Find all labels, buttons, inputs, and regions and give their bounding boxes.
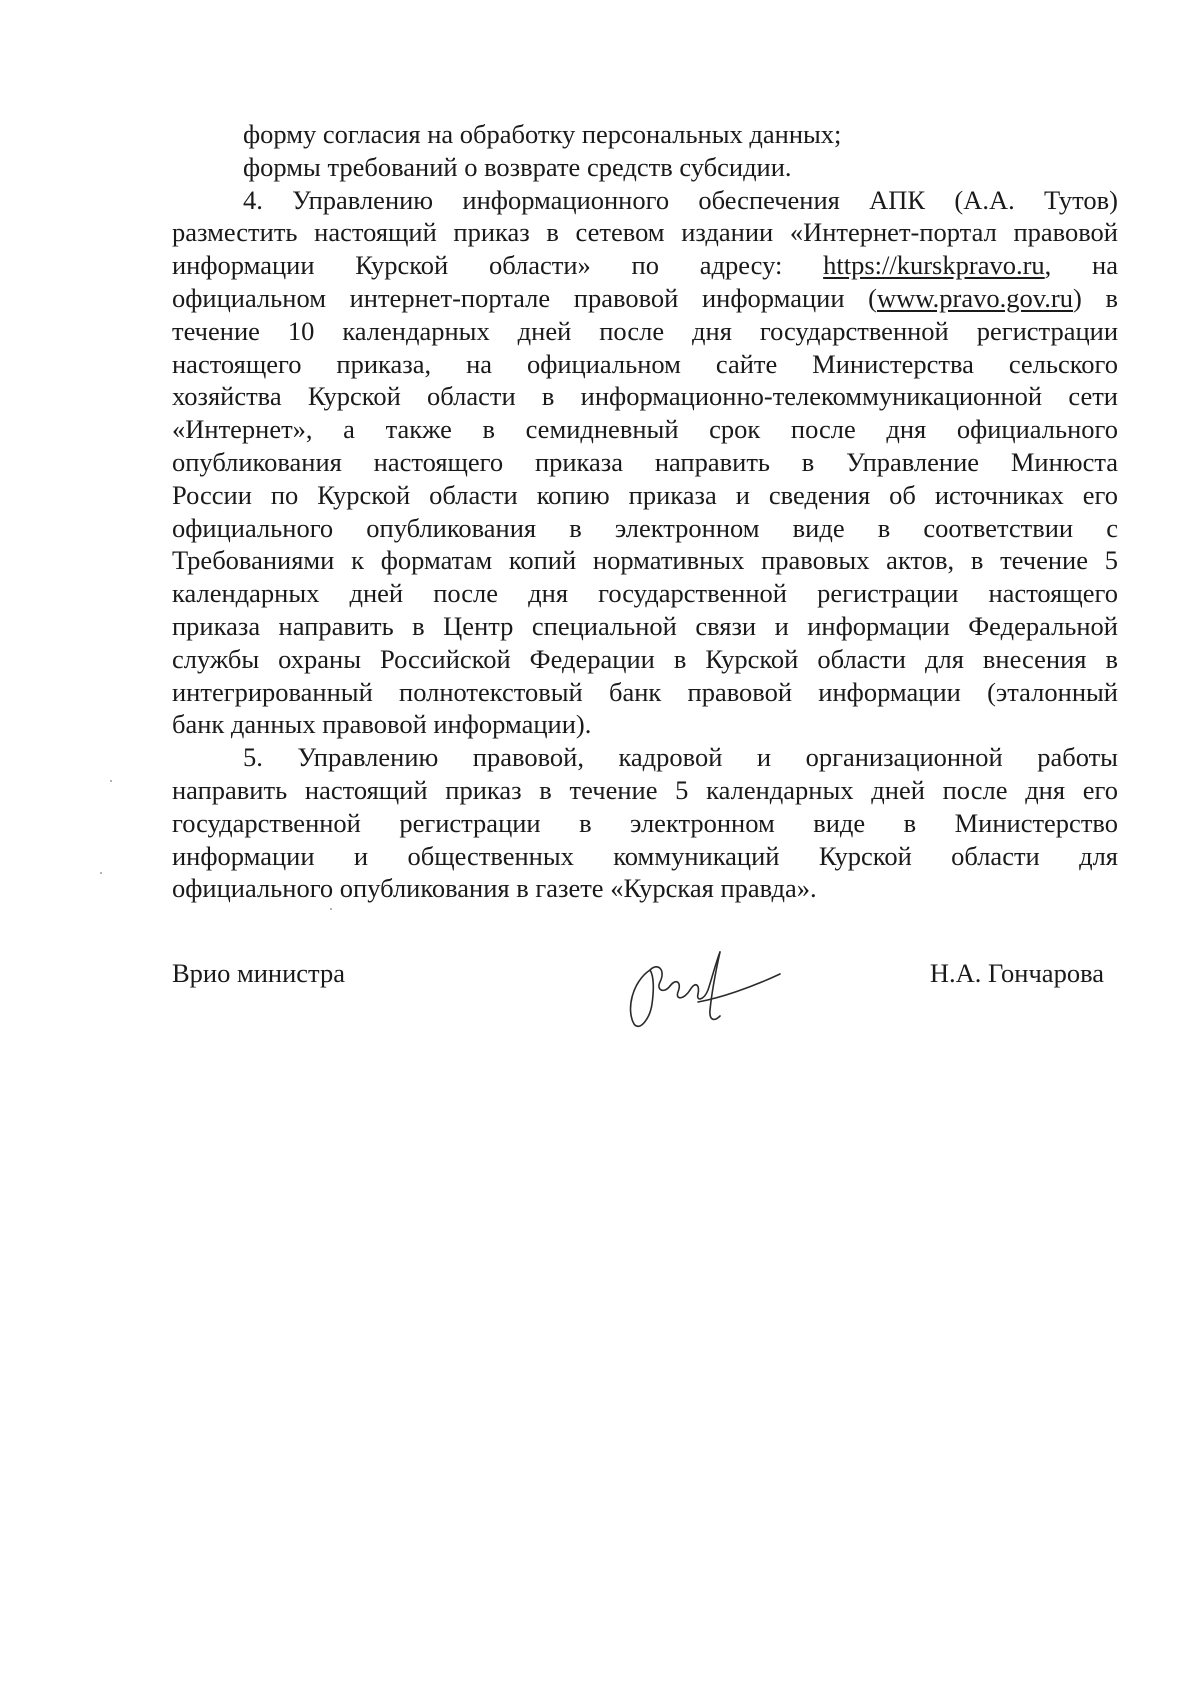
text-fragment: информации Курской области» по адресу: xyxy=(172,250,783,281)
text-fragment: ) в xyxy=(1073,282,1118,313)
text-line: государственной регистрации в электронном виде в Министерство xyxy=(172,807,1118,838)
text-line: течение 10 календарных дней после дня государственной регистрации xyxy=(172,315,1118,346)
kurskpravo-link[interactable]: https://kurskpravo.ru xyxy=(823,250,1045,281)
paragraph-4-start: 4. Управлению информационного обеспечения АПК (А.А. Тутов) xyxy=(243,184,1118,215)
text-fragment: , на xyxy=(1044,250,1119,281)
pravo-gov-link[interactable]: www.pravo.gov.ru xyxy=(876,282,1073,313)
text-line: форму согласия на обработку персональных данных; xyxy=(243,119,842,149)
text-line: информации и общественных коммуникаций Курской области для xyxy=(172,840,1118,871)
text-fragment: официальном интернет-портале правовой информации ( xyxy=(172,282,877,313)
signatory-name: Н.А. Гончарова xyxy=(929,958,1104,988)
text-line: формы требований о возврате средств субсидии. xyxy=(243,151,792,182)
paragraph-5-start: 5. Управлению правовой, кадровой и организационной работы xyxy=(243,742,1118,773)
text-line: календарных дней после дня государственной регистрации настоящего xyxy=(172,578,1118,609)
text-line: опубликования настоящего приказа направить в Управление Минюста xyxy=(172,446,1118,477)
text-line: официального опубликования в газете «Курская правда». xyxy=(172,873,817,904)
text-line: «Интернет», а также в семидневный срок после дня официального xyxy=(172,414,1118,445)
text-line: Требованиями к форматам копий нормативных правовых актов, в течение 5 xyxy=(172,545,1118,576)
signature-block xyxy=(172,950,1118,1030)
scan-speck xyxy=(110,780,112,782)
text-line: России по Курской области копию приказа и сведения об источниках его xyxy=(172,479,1118,510)
handwritten-signature-icon xyxy=(620,940,790,1040)
text-line: приказа направить в Центр специальной связи и информации Федеральной xyxy=(172,610,1118,641)
scan-speck xyxy=(330,908,332,910)
text-line: направить настоящий приказ в течение 5 календарных дней после дня его xyxy=(172,774,1118,805)
text-line: настоящего приказа, на официальном сайте Министерства сельского xyxy=(172,348,1118,379)
text-line: службы охраны Российской Федерации в Курской области для внесения в xyxy=(172,643,1118,674)
text-line: интегрированный полнотекстовый банк правовой информации (эталонный xyxy=(172,676,1118,707)
text-line-with-link xyxy=(172,249,1118,282)
signatory-title: Врио министра xyxy=(172,958,345,988)
text-line: официального опубликования в электронном виде в соответствии с xyxy=(172,512,1118,543)
document-body xyxy=(172,118,1118,905)
scan-speck xyxy=(100,872,102,874)
text-line: хозяйства Курской области в информационно-телекоммуникационной сети xyxy=(172,381,1118,412)
text-line: банк данных правовой информации). xyxy=(172,709,592,740)
text-line-with-link xyxy=(172,282,1118,315)
text-line: разместить настоящий приказ в сетевом издании «Интернет-портал правовой xyxy=(172,217,1118,248)
